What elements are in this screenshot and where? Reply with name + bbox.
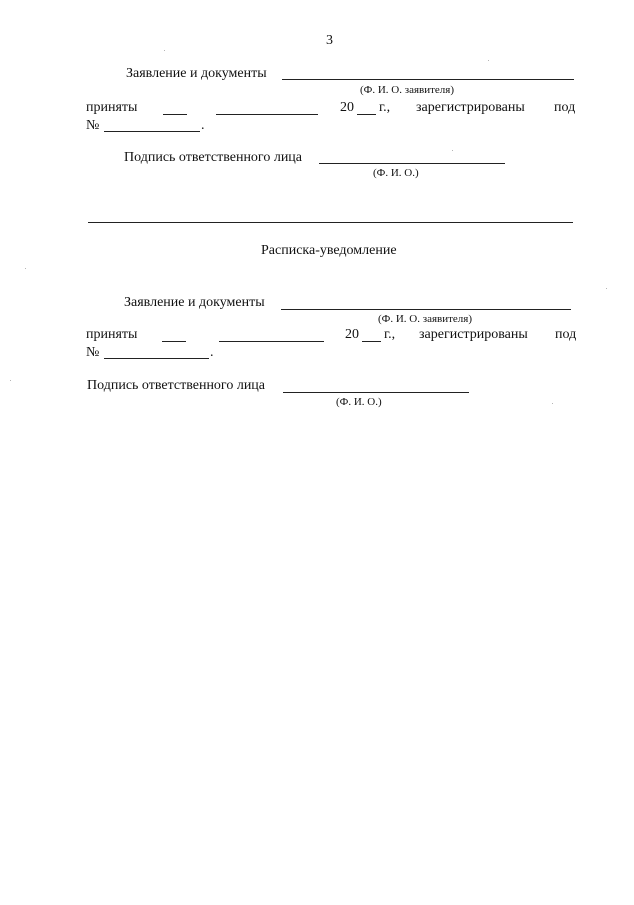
receipt-under-label: под (555, 327, 577, 342)
registration-number-field[interactable] (104, 131, 200, 132)
receipt-year-field[interactable] (362, 341, 381, 342)
day-field[interactable] (163, 114, 187, 115)
scan-speck (164, 50, 165, 51)
receipt-number-end: . (210, 345, 214, 360)
year-prefix: 20 (340, 100, 354, 115)
signature-field[interactable] (319, 163, 505, 164)
receipt-signature-field[interactable] (283, 392, 469, 393)
receipt-statement-label: Заявление и документы (124, 295, 265, 310)
year-suffix: г., (379, 100, 391, 115)
receipt-registration-number-field[interactable] (104, 358, 209, 359)
receipt-applicant-caption: (Ф. И. О. заявителя) (378, 313, 473, 325)
under-label: под (554, 100, 576, 115)
scan-speck (25, 268, 26, 269)
statement-label: Заявление и документы (126, 66, 267, 81)
receipt-registered-label: зарегистрированы (419, 327, 528, 342)
scan-speck (552, 403, 553, 404)
month-field[interactable] (216, 114, 318, 115)
receipt-accepted-label: приняты (86, 327, 138, 342)
cut-line (88, 222, 573, 223)
applicant-name-field[interactable] (282, 79, 574, 80)
receipt-year-suffix: г., (384, 327, 396, 342)
number-end: . (201, 118, 205, 133)
receipt-signature-caption: (Ф. И. О.) (336, 396, 382, 408)
receipt-day-field[interactable] (162, 341, 186, 342)
registered-label: зарегистрированы (416, 100, 525, 115)
applicant-caption: (Ф. И. О. заявителя) (360, 84, 455, 96)
accepted-label: приняты (86, 100, 138, 115)
scan-speck (10, 380, 11, 381)
receipt-year-prefix: 20 (345, 327, 359, 342)
signature-caption: (Ф. И. О.) (373, 167, 419, 179)
receipt-signature-label: Подпись ответственного лица (87, 378, 266, 393)
scan-speck (488, 60, 489, 61)
receipt-number-sign: № (86, 345, 100, 360)
receipt-applicant-name-field[interactable] (281, 309, 571, 310)
scan-speck (606, 288, 607, 289)
year-field[interactable] (357, 114, 376, 115)
page-number: 3 (326, 33, 333, 48)
receipt-title: Расписка-уведомление (261, 243, 397, 258)
scan-speck (452, 150, 453, 151)
receipt-month-field[interactable] (219, 341, 324, 342)
number-sign: № (86, 118, 100, 133)
signature-label: Подпись ответственного лица (124, 150, 303, 165)
